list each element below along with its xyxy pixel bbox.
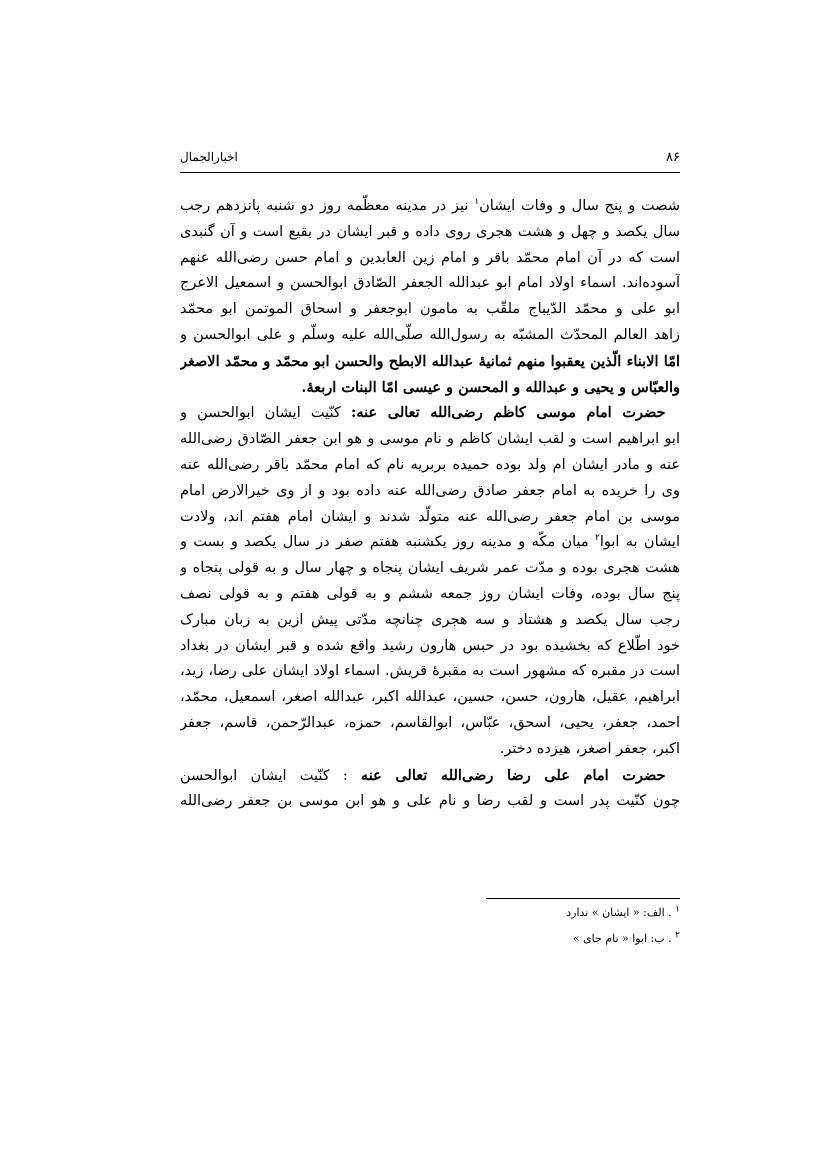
text-line: شصت و پنج سال و وفات ایشان$^۱$ نیز در مدینه معظّمه روز دو شنبه پانزدهم رجب	[180, 197, 680, 214]
text-line: ابو علی و محمّد الدّیباج ملقّب به مامون ابوجعفر و اسحاق الموتمن ابو محمّد	[180, 301, 680, 318]
section-heading: حضرت امام موسی کاظم رضی‌الله تعالی عنه:	[350, 404, 666, 422]
text-line: هشت هجری بوده و مدّت عمر شریف ایشان پنجاه و چهار سال و به قولی پنجاه و	[180, 560, 680, 577]
footnote-2: $^۲$ . ب: ابوا « نام جای »	[572, 930, 680, 945]
text-line: پنج سال بوده، وفات ایشان روز جمعه ششم و به قولی هفتم و به قولی نصف	[180, 585, 680, 602]
text-line: زاهد العالم المحدّث المشبّه به رسول‌الله صلّی‌الله علیه وسلّم و علی ابوالحسن و	[180, 326, 680, 343]
text-line: رجب سال یکصد و هشتاد و سه هجری چنانچه مدّتی پیش ازین به زبان مبارک	[180, 611, 680, 628]
text-line: اکبر، جعفر اصغر، هیزده دختر.	[499, 740, 680, 757]
text-line: ایشان به ابوا$^۲$ میان مکّه و مدینه روز یکشنبه هفتم صفر در سال یکصد و بست و	[180, 533, 680, 551]
footnote-ref[interactable]: ۲	[595, 533, 600, 544]
footnote-rule	[486, 898, 680, 899]
section-heading-line: حضرت امام موسی کاظم رضی‌الله تعالی عنه: کنّیت ایشان ابوالحسن و	[180, 404, 666, 422]
page-header	[180, 150, 680, 173]
text-line: موسی بن امام جعفر رضی‌الله عنه متولّد شدند و ایشان امام هفتم اند، ولادت	[180, 508, 680, 525]
section-heading: حضرت امام علی رضا رضی‌الله تعالی عنه	[360, 766, 666, 784]
page-body	[180, 194, 680, 815]
text-line: عنه و مادر ایشان ام ولد بوده حمیده بربریه نام که امام محمّد باقر رضی‌الله عنه	[180, 456, 680, 473]
text-line: ابراهیم، عقیل، هارون، حسن، حسین، عبدالله اکبر، عبدالله اصغر، اسمعیل، محمّد،	[180, 689, 680, 706]
text-line: است که در آن امام محمّد باقر و امام زین العابدین و امام حسن رضی‌الله عنهم	[180, 249, 680, 266]
text-line: وی را خریده به امام جعفر صادق رضی‌الله عنه داده بود و از وی خیرالارض امام	[180, 482, 680, 499]
text-line: ابو ابراهیم است و لقب ایشان کاظم و نام موسی و هو ابن جعفر الصّادق رضی‌الله	[180, 431, 680, 448]
section-heading-line: حضرت امام علی رضا رضی‌الله تعالی عنه : کنّیت ایشان ابوالحسن	[180, 766, 666, 784]
running-title: اخبارالجمال	[180, 150, 238, 164]
text-line: آسوده‌اند. اسماء اولاد امام ابو عبدالله الجعفر الصّادق ابوالحسن و اسمعیل الاعرج	[180, 275, 680, 292]
text-line: امّا الابناء الّذین یعقبوا منهم ثمانیهٔ عبدالله الابطح والحسن ابو محمّد و محمّد الاصغر	[180, 352, 680, 370]
text-line: چون کنّیت پدر است و لقب رضا و نام علی و هو ابن موسی بن جعفر رضی‌الله	[180, 793, 680, 810]
text-line: سال یکصد و چهل و هشت هجری روی داده و قبر ایشان در بقیع است و آن گنبدی	[180, 223, 680, 240]
text-line: والعبّاس و یحیی و عبدالله و المحسن و عیسی امّا البنات اربعهٔ.	[301, 378, 680, 396]
page-number: ۸۶	[666, 150, 680, 165]
text-line: خود اطّلاع که بخشیده بود در حبس هارون رشید واقع شده و قبر ایشان در بغداد	[180, 637, 680, 654]
footnote-1: $^۱$ . الف: « ایشان » ندارد	[566, 904, 680, 919]
footnote-ref[interactable]: ۱	[474, 197, 480, 208]
text-line: احمد، جعفر، یحیی، اسحق، عبّاس، ابوالقاسم، حمزه، عبدالرّحمن، قاسم، جعفر	[180, 714, 680, 731]
text-line: است در مقبره که مشهور است به مقبرهٔ قریش. اسماء اولاد ایشان علی رضا، زید،	[180, 663, 680, 680]
